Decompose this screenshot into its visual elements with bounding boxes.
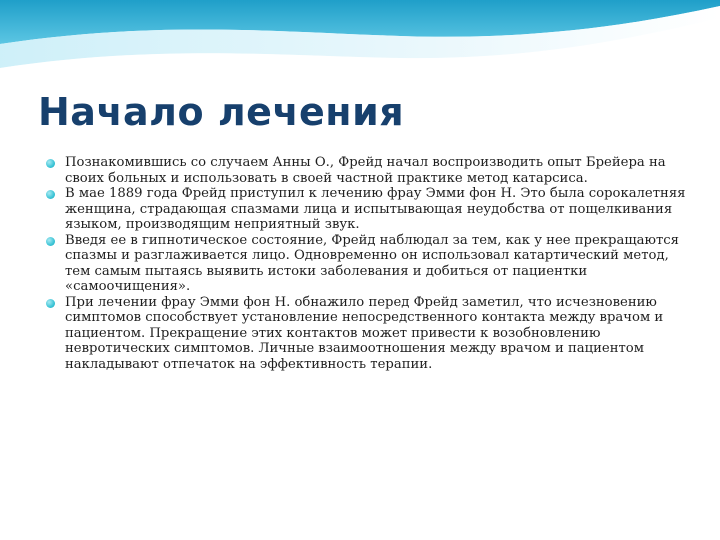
bullet-text: В мае 1889 года Фрейд приступил к лечению фрау Эмми фон Н. Это была сорокалетняя женщина, страдающая спазмами лица и испытывающая неудобства от пощелкивания языком, производящим неприятный звук. <box>65 186 686 232</box>
circle-bullet-icon <box>46 237 55 246</box>
bullet-text: Познакомившись со случаем Анны О., Фрейд начал воспроизводить опыт Брейера на своих больных и использовать в своей частной практике метод катарсиса. <box>65 155 666 186</box>
slide-title: Начало лечения <box>38 90 405 134</box>
bullet-text: Введя ее в гипнотическое состояние, Фрейд наблюдал за тем, как у нее прекращаются спазмы и разглаживается лицо. Одновременно он использовал катартический метод, тем самым пытаясь выявить истоки заболевания и добиться от пациентки «самоочищения». <box>65 232 679 294</box>
circle-bullet-icon <box>46 299 55 308</box>
bullet-list <box>46 155 686 372</box>
header-wave-decoration <box>0 0 720 90</box>
circle-bullet-icon <box>46 159 55 168</box>
circle-bullet-icon <box>46 190 55 199</box>
bullet-item-2 <box>46 186 686 233</box>
bullet-item-4 <box>46 295 686 373</box>
bullet-item-1 <box>46 155 686 186</box>
bullet-text: При лечении фрау Эмми фон Н. обнажило перед Фрейд заметил, что исчезновению симптомов способствует установление непосредственного контакта между врачом и пациентом. Прекращение этих контактов может привести к возобновлению невротических симптомов. Личные взаимоотношения между врачом и пациентом накладывают отпечаток на эффективность терапии. <box>65 294 664 372</box>
bullet-item-3 <box>46 233 686 295</box>
